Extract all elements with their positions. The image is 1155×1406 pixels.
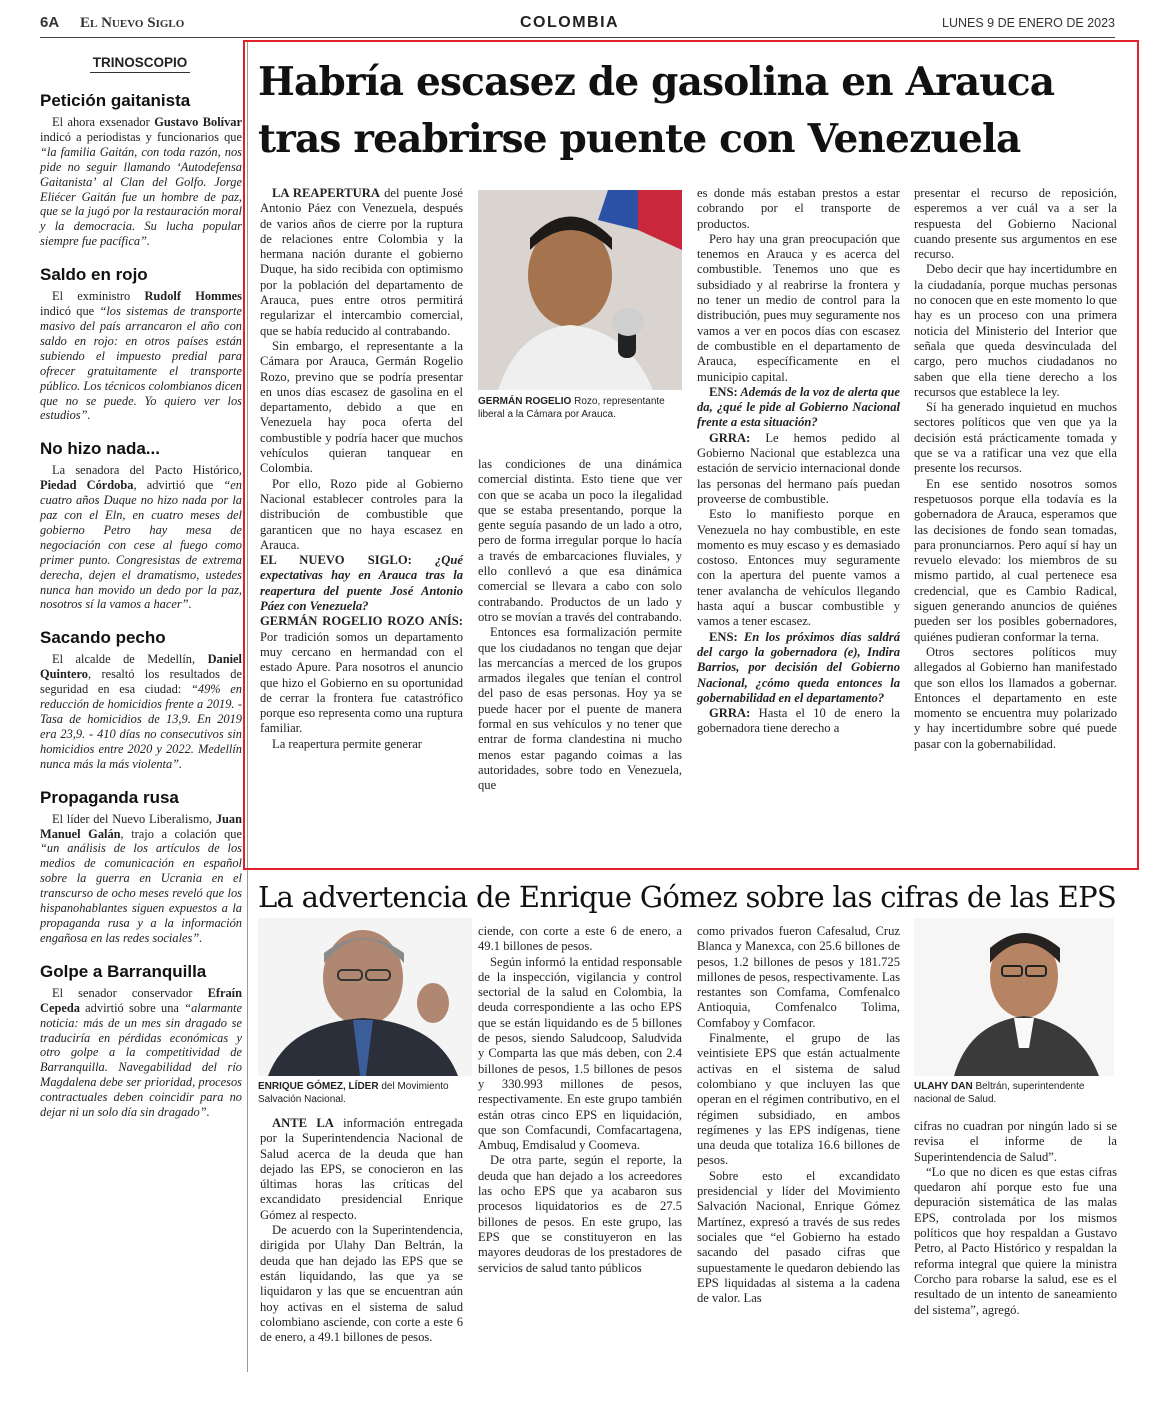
paragraph: Sí ha generado inquietud en muchos sectores políticos que ven que ya la decisión está prácticamente tomada y que se va a ratificar una vez que ella presente los recursos. bbox=[914, 400, 1117, 476]
paragraph: La reapertura permite generar bbox=[272, 736, 422, 751]
trino-text: El alcalde de Medellín, Daniel Quintero, resaltó los resultados de seguridad en esa ciudad: “49% en reducción de homicidios frente a 2019. - Tasa de homicidios de 13,9. En 2019 era 23,9. - 410 días no consecutivos sin homicidios entre 2020 y 2022. Medellín nunca más la más violenta”. bbox=[40, 652, 242, 771]
article2-col1 bbox=[260, 1116, 463, 1346]
trino-text: El exministro Rudolf Hommes indicó que “los sistemas de transporte masivo del país arrancaron el año con saldo en rojo: en otros países están subiendo el impuesto predial para ofrecer gratuitamente el transporte público. Los técnicos colombianos dicen que no se puede. Yo quiero ver los estudios”. bbox=[40, 289, 242, 423]
trino-item bbox=[40, 628, 242, 771]
trino-item bbox=[40, 788, 242, 946]
paragraph: De otra parte, según el reporte, la deuda que han dejado a los acreedores las ocho EPS que ya acabaron sus procesos liquidatorios es de 27.5 billones de pesos. En este grupo, las EPS que se constituyeron en las mayores deudoras de los prestadores de servicios de salud tanto públicos bbox=[478, 1153, 682, 1275]
answer: GRRA: Hasta el 10 de enero la gobernadora tiene derecho a bbox=[697, 706, 900, 736]
trino-heading: Golpe a Barranquilla bbox=[40, 961, 207, 981]
trino-item bbox=[40, 91, 242, 249]
article2-lead: ANTE LA información entregada por la Superintendencia Nacional de Salud acerca de la deuda que han dejado las EPS, se conocieron en las últimas horas las críticas del excandidato presidencial Enrique Gómez al respecto. bbox=[260, 1116, 463, 1222]
trino-text: El líder del Nuevo Liberalismo, Juan Manuel Galán, trajo a colación que “un análisis de los artículos de los medios de comunicación en español sobre la guerra en Ucrania en el transcurso de ocho meses reveló que los hispanohablantes siguen expuestos a la propaganda rusa y a la información engañosa en las redes sociales”. bbox=[40, 811, 242, 945]
trino-heading: Petición gaitanista bbox=[40, 91, 191, 110]
section-name: COLOMBIA bbox=[520, 14, 620, 31]
trino-heading: No hizo nada... bbox=[40, 439, 160, 459]
article1-col3 bbox=[697, 186, 900, 737]
trinoscopio-sidebar bbox=[40, 55, 242, 1355]
trino-heading: Sacando pecho bbox=[40, 628, 166, 648]
trino-item bbox=[40, 439, 242, 612]
trino-text: La senadora del Pacto Histórico, Piedad Córdoba, advirtió que “en cuatro años Duque no hizo nada por la paz con el Eln, en cuatro meses del gobierno Petro hay mesa de negociación con cese al fuego como primer punto. Congresistas de extrema derecha, dejen el dramatismo, ustedes nunca han movido un dedo por la paz, nosotros sí la vamos a hacer”. bbox=[40, 463, 242, 612]
question: ENS: En los próximos días saldrá del cargo la gobernadora (e), Indira Barrios, por decisión del Gobierno Nacional, ¿cómo queda entonces la gobernabilidad en el departamento? bbox=[697, 629, 900, 705]
trino-item bbox=[40, 265, 242, 423]
ulahy-dan-caption: ULAHY DAN Beltrán, superintendente nacional de Salud. bbox=[914, 1081, 1085, 1105]
article1-headline: Habría escasez de gasolina en Arauca tras reabrirse puente con Venezuela bbox=[258, 59, 1055, 162]
article2-col3 bbox=[697, 924, 900, 1306]
paragraph: Esto lo manifiesto porque en Venezuela no hay combustible, en este momento es muy escaso y es demasiado costoso. Entonces muy seguramente con la apertura del puente vamos a tener avalancha de vehículos llegando hasta aquí a buscar combustible y vamos a tener escasez. bbox=[697, 507, 900, 629]
paragraph: Sobre esto el excandidato presidencial y líder del Movimiento Salvación Nacional, Enrique Gómez Martínez, expresó a través de sus redes sociales que “el Gobierno ha estado sacando del pasado cifras que supuestamente le quedaron debiendo las EPS liquidadas al sistema a la cadena de valor. Las bbox=[697, 1168, 900, 1306]
article1-col1 bbox=[260, 186, 463, 752]
trino-item bbox=[40, 962, 242, 1120]
portrait-image bbox=[914, 918, 1114, 1076]
paragraph: De acuerdo con la Superintendencia, dirigida por Ulahy Dan Beltrán, la deuda que han dejado las EPS que se están liquidando, las que ya se liquidaron y las que se encuentran aún hoy activas en el sistema de salud colombiano asciende, con corte a este 6 de enero, a 49.1 billones de pesos. bbox=[260, 1223, 463, 1345]
newspaper-name: El Nuevo Siglo bbox=[80, 15, 185, 31]
answer: GRRA: Le hemos pedido al Gobierno Nacional que establezca una estación de servicio internacional donde las personas del hermano país puedan proveerse de combustible. bbox=[697, 430, 900, 506]
paragraph: las condiciones de una dinámica comercial distinta. Esto tiene que ver con que se acaba un poco la ilegalidad que se estaba presentando, porque la gente seguía pasando de un lado a otro, pero de forma irregular porque lo hacía a través de embarcaciones fluviales, y ello conllevó a que esa dinámica comercial se llevara a cabo con solo contrabando. Productos de un lado y otro se movían a través del contrabando. bbox=[478, 457, 682, 624]
paragraph: como privados fueron Cafesalud, Cruz Blanca y Manexca, con 25.6 billones de pesos, 1.2 billones de pesos y 181.725 millones de pesos, respectivamente. Las restantes son Comfama, Comfenalco Antioquia, Comfenalco Tolima, Comfaboy y Comfacor. bbox=[697, 924, 900, 1030]
answer: GERMÁN ROGELIO ROZO ANÍS: Por tradición somos un departamento muy cercano en hermandad con el estado Apure. Para nosotros el anuncio que hizo el Gobierno en su oportunidad de cerrar la frontera fue catastrófico porque eso representa como una ruptura familiar. bbox=[260, 614, 463, 736]
paragraph: En ese sentido nosotros somos respetuosos porque ella todavía es la gobernadora de Arauca, esperamos que las decisiones de fondo sean tomadas, para pronunciarnos. Pero aquí sí hay un revuelo elevado: los miembros de su mismo partido, al cual pertenece esa credencial, que es Cambio Radical, siguen generando anuncios de quiénes pueden ser los posibles gobernadores, quiénes pudieran conformar la terna. bbox=[914, 476, 1117, 644]
enrique-gomez-caption: ENRIQUE GÓMEZ, LÍDER del Movimiento Salvación Nacional. bbox=[258, 1081, 449, 1105]
paragraph: Entonces esa formalización permite que los ciudadanos no tengan que dejar las mercancías a merced de los grupos armados ilegales que tenían el control del paso de esas personas. Hoy ya se puede hacer por el puente de manera formal en sus vehículos y no tener que entrar de forma clandestina ni mucho menos estar pagando coimas a las autoridades, sobre todo en Venezuela, que bbox=[478, 625, 682, 793]
enrique-gomez-photo bbox=[258, 918, 472, 1076]
sidebar-title: TRINOSCOPIO bbox=[90, 55, 190, 73]
paragraph: ciende, con corte a este 6 de enero, a 49.1 billones de pesos. bbox=[478, 924, 682, 954]
paragraph: “Lo que no dicen es que estas cifras quedaron ahí porque esto fue una depuración sistemática de las malas EPS, controlada por los mismos políticos que hoy respaldan a Gustavo Petro, al Pacto Histórico y respaldan la reforma integral que quiere la ministra Corcho para robarse la salud, ese es el resultado de un intento de saneamiento del sistema”, agregó. bbox=[914, 1164, 1117, 1317]
portrait-image bbox=[478, 190, 682, 390]
question: EL NUEVO SIGLO: ¿Qué expectativas hay en Arauca tras la reapertura del puente José Antonio Páez con Venezuela? bbox=[260, 553, 463, 614]
article2-col4 bbox=[914, 1119, 1117, 1318]
article1-col2 bbox=[478, 457, 682, 794]
page-header bbox=[40, 14, 1115, 38]
article2-col2 bbox=[478, 924, 682, 1276]
trino-text: El ahora exsenador Gustavo Bolívar indicó a periodistas y funcionarios que “la familia Gaitán, con toda razón, nos pide no seguir llamando ‘Autodefensa Gaitanista’ al Clan del Golfo. Jorge Eliécer Gaitán fue un hombre de paz, que se la jugó por la restauración moral y la democracia. Su lucha popular siempre fue pacífica”. bbox=[40, 115, 242, 249]
paragraph: Por ello, Rozo pide al Gobierno Nacional establecer controles para la distribución de combustible que garanticen que no haya escasez en Arauca. bbox=[260, 476, 463, 552]
paragraph: Finalmente, el grupo de las veintisiete EPS que están actualmente activas en el sistema de salud colombiano y que incluyen las que operan en el régimen contributivo, en el régimen subsidiado, en ambos regímenes y las EPS indígenas, tiene una deuda que totaliza 16.6 billones de pesos. bbox=[697, 1031, 900, 1168]
ulahy-dan-photo bbox=[914, 918, 1114, 1076]
lead-caps: LA REAPERTURA bbox=[272, 186, 380, 200]
german-rozo-caption: GERMÁN ROGELIO Rozo, representante liberal a la Cámara por Arauca. bbox=[478, 396, 665, 420]
trino-heading: Saldo en rojo bbox=[40, 265, 148, 285]
paragraph: Debo decir que hay incertidumbre en la ciudadanía, porque muchas personas no conocen que en este momento lo que hay es un proceso con una primera noticia del Ministerio del Interior que señala que queda desvinculada del cargo, pero muchos ciudadanos no saben que ella tiene derecho a los recursos que establece la ley. bbox=[914, 262, 1117, 399]
article2-headline: La advertencia de Enrique Gómez sobre las cifras de las EPS bbox=[258, 880, 1117, 914]
paragraph: Según informó la entidad responsable de la inspección, vigilancia y control sectorial de la salud en Colombia, la deuda correspondiente a las ocho EPS que se están liquidando es de 5 billones de pesos, siendo Saludcoop, Saludvida y Comparta las que más deben, con 2.4 billones de pesos, 1.5 billones de pesos y 330.993 millones de pesos, respectivamente. En este grupo también están otras cinco EPS en liquidación, que son Comfacundi, Comfacartagena, Ambuq, Emdisalud y Coomeva. bbox=[478, 954, 682, 1153]
page-date: LUNES 9 DE ENERO DE 2023 bbox=[942, 16, 1115, 30]
german-rozo-photo bbox=[478, 190, 682, 390]
article1-lead bbox=[260, 186, 463, 339]
portrait-image bbox=[258, 918, 472, 1076]
paragraph: es donde más estaban prestos a estar cobrando por el transporte de productos. bbox=[697, 186, 900, 231]
paragraph: presentar el recurso de reposición, esperemos a ver cuál va a ser la respuesta del Gobierno Nacional cuando presente sus argumentos en ese recurso. bbox=[914, 186, 1117, 262]
trino-text: El senador conservador Efraín Cepeda advirtió sobre una “alarmante noticia: más de un mes sin dragado se traduciría en pérdidas económicas y otro golpe a la competitividad de Barranquilla. Navegabilidad del río Magdalena debe ser prioridad, procesos contractuales deben coincidir para no dejar ni un solo día sin dragado”. bbox=[40, 985, 242, 1120]
paragraph: Sin embargo, el representante a la Cámara por Arauca, Germán Rogelio Rozo, previno que se podría presentar en unos días escasez de gasolina en el departamento, debido a que en Venezuela hay poca oferta del combustible y podría hacer que muchos vehículos quieran tanquear en Colombia. bbox=[260, 338, 463, 476]
paragraph: Pero hay una gran preocupación que tenemos en Arauca y es acerca del combustible. Tenemos uno que es subsidiado y al reabrirse la frontera y no tener un medio de control para la distribución, pues muy seguramente nos vamos a ver en pocos días con escasez de combustible en el departamento de Arauca, específicamente en el municipio capital. bbox=[697, 231, 900, 384]
paragraph: cifras no cuadran por ningún lado si se revisa el informe de la Superintendencia de Salud”. bbox=[914, 1119, 1117, 1164]
trino-heading: Propaganda rusa bbox=[40, 787, 179, 807]
paragraph: Otros sectores políticos muy allegados al Gobierno han manifestado que son ellos los llamados a gobernar. Entonces el departamento en este momento se encuentra muy polarizado y hay incertidumbre sobre qué puede pasar con la gobernabilidad. bbox=[914, 644, 1117, 751]
paragraph: del puente José Antonio Páez con Venezuela, después de varios años de cierre por la ruptura de relaciones entre Colombia y la hermana nación durante el gobierno Duque, ha sido recibida con optimismo por la población del departamento de Arauca, pues entre otros permitirá regularizar el intercambio comercial, que se había reducido al contrabando. bbox=[260, 186, 463, 338]
article1-col4 bbox=[914, 186, 1117, 752]
page-number: 6A bbox=[40, 14, 60, 31]
question: ENS: Además de la voz de alerta que da, ¿qué le pide al Gobierno Nacional frente a esta situación? bbox=[697, 384, 900, 430]
